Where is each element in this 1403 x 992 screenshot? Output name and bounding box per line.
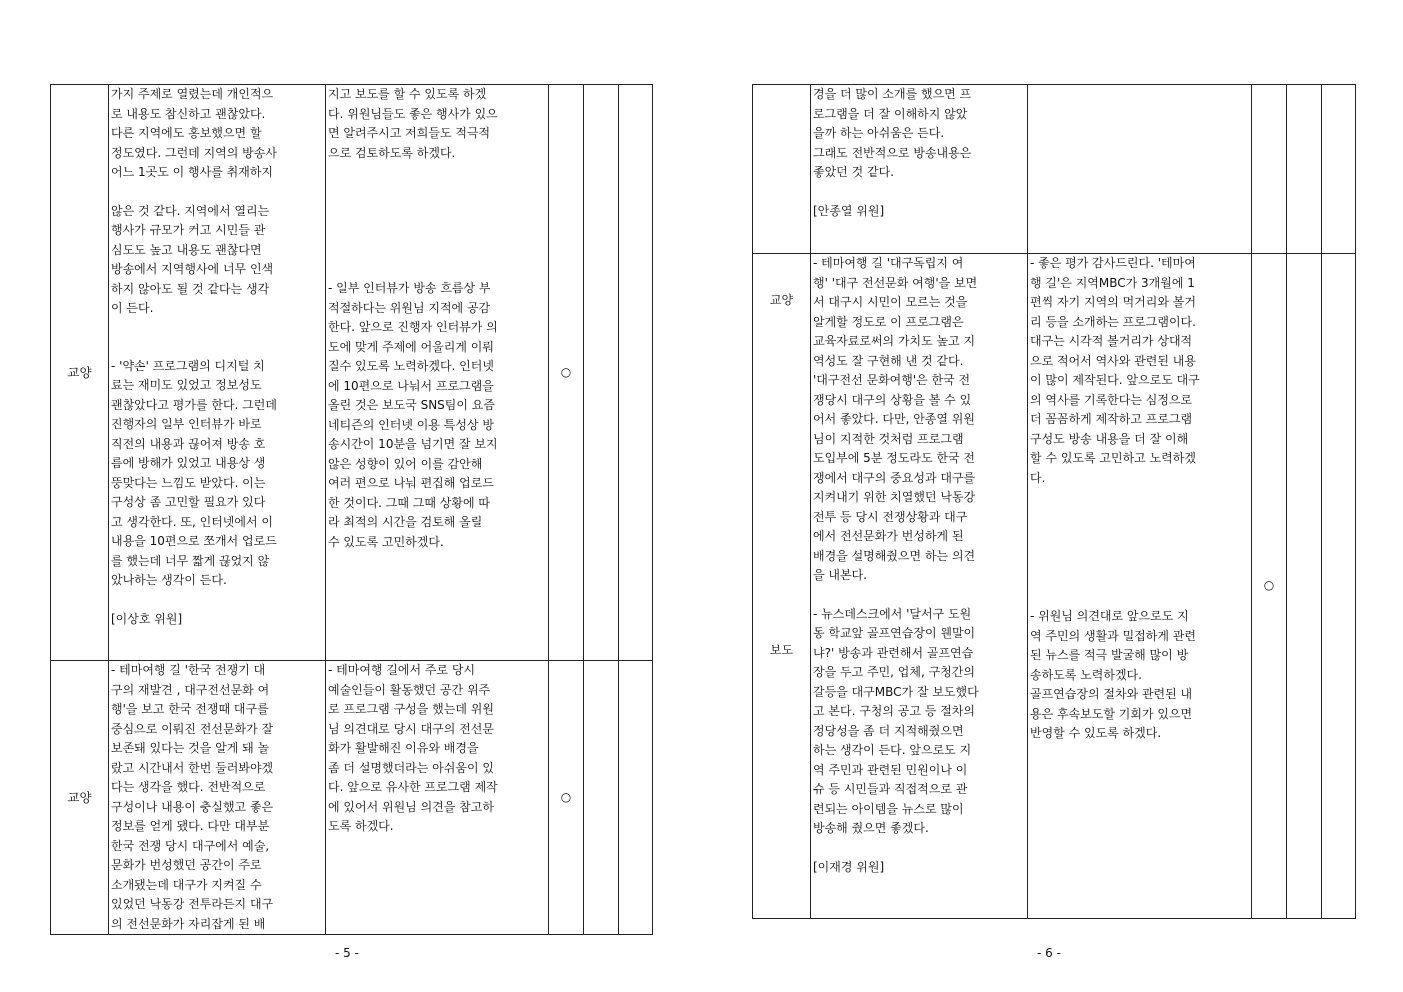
category-cell (753, 85, 811, 254)
opinion-paragraph: - 테마여행 길 '한국 전쟁기 대 구의 재발견 , 대구전선문화 여 행'을 보고 한국 전쟁때 대구를 중심으로 이뤄진 전선문화가 잘 보존돼 있다는 것을 알게 돼 놀 랐고 시간내서 한번 둘러봐야겠 다는 생각을 했다. 전반적으로 구성이나 내용이 충실했고 좋은 정보를 얻게 됐다. 다만 대부분 한국 전쟁 당시 대구에서 예술, 문화가 번성했던 공간이 주로 소개됐는데 대구가 지켜질 수 있었던 낙동강 전투라든지 대구 의 전선문화가 자리잡게 된 배 (111, 663, 274, 931)
empty-cell (584, 661, 619, 935)
empty-cell (1287, 254, 1322, 919)
opinion-paragraph: 가지 주제로 열렸는데 개인적으 로 내용도 참신하고 괜찮았다. 다른 지역에도 홍보했으면 할 정도였다. 그런데 지역의 방송사 어느 1곳도 이 행사를 취재하지 (111, 87, 277, 179)
opinion-paragraph: 그래도 전반적으로 방송내용은 좋았던 것 같다. (813, 145, 972, 179)
response-paragraph: 지고 보도를 할 수 있도록 하겠 다. 위원님들도 좋은 행사가 있으 면 알려주시고 저희들도 적극적 으로 검토하도록 하겠다. (328, 87, 498, 160)
category-cell: 교양 (51, 661, 109, 935)
category-cell: 교양 (51, 85, 109, 661)
empty-cell (1252, 85, 1287, 254)
left-review-table (50, 84, 653, 935)
empty-cell (1322, 85, 1356, 254)
committee-member-name: [이상호 위원] (111, 611, 183, 626)
station-response-cell (1028, 85, 1252, 254)
response-paragraph: 골프연습장의 절차와 관련된 내 용은 후속보도할 기회가 있으면 반영할 수 있도록 하겠다. (1030, 687, 1193, 740)
table-row (753, 85, 1356, 254)
committee-member-name: [안종열 위원] (813, 203, 885, 218)
opinion-paragraph: - '약손' 프로그램의 디지털 치 료는 재미도 있었고 정보성도 괜찮았다고 평가를 한다. 그런데 진행자의 일부 인터뷰가 바로 직전의 내용과 끊어져 방송 호 름에 방해가 있었고 내용상 생 뚱맞다는 느낌도 받았다. 이는 구성상 좀 고민할 필요가 있다 고 생각한다. 또, 인터넷에서 이 내용을 10편으로 쪼개서 업로드 를 했는데 너무 짧게 끊었지 않 았나하는 생각이 든다. (111, 358, 277, 587)
check-mark-cell: ○ (549, 85, 584, 661)
empty-cell (1322, 254, 1356, 919)
table-row (753, 254, 1356, 919)
table-row (51, 661, 653, 935)
page-number: - 5 - (335, 946, 359, 960)
committee-opinion-cell (109, 85, 326, 661)
response-paragraph: - 좋은 평가 감사드린다. '테마여 행 길'은 지역MBC가 3개월에 1 편씩 자기 지역의 먹거리와 볼거 리 등을 소개하는 프로그램이다. 대구는 시각적 볼거리가 상대적 으로 적어서 역사와 관련된 내용 이 많이 제작된다. 앞으로도 대구 의 역사를 기록한다는 심정으로 더 꼼꼼하게 제작하고 프로그램 구성도 방송 내용을 더 잘 이해 할 수 있도록 고민하고 노력하겠 다. (1030, 256, 1200, 485)
category-label-news: 보도 (769, 643, 794, 657)
opinion-paragraph: - 뉴스데스크에서 '달서구 도원 동 학교앞 골프연습장이 웬말이 냐?' 방송과 관련해서 골프연습 장을 두고 주민, 업체, 구청간의 갈등을 대구MBC가 잘 보도했다 고 본다. 구청의 공고 등 절차의 정당성을 좀 더 지적해줬으면 하는 생각이 든다. 앞으로도 지 역 주민과 관련된 민원이나 이 슈 등 시민들과 직접적으로 관 련되는 아이템을 뉴스로 많이 방송해 줬으면 좋겠다. (813, 606, 979, 835)
station-response-cell (1028, 254, 1252, 919)
station-response-cell (326, 661, 549, 935)
committee-opinion-cell (811, 254, 1028, 919)
station-response-cell (326, 85, 549, 661)
committee-opinion-cell (811, 85, 1028, 254)
response-paragraph: - 테마여행 길에서 주로 당시 예술인들이 활동했던 공간 위주 로 프로그램 구성을 했는데 위원 님 의견대로 당시 대구의 전선문 화가 활발해진 이유와 배경을 좀 더 설명했더라는 아쉬움이 있 다. 앞으로 유사한 프로그램 제작 에 있어서 위원님 의견을 참고하 도록 하겠다. (328, 663, 498, 833)
opinion-paragraph: 경을 더 많이 소개를 했으면 프 로그램을 더 잘 이해하지 않았 을까 하는 아쉬움은 든다. (813, 87, 972, 140)
opinion-paragraph: - 테마여행 길 '대구독립지 여 행' '대구 전선문화 여행'을 보면 서 대구시 시민이 모르는 것을 알게할 정도로 이 프로그램은 교육자료로써의 가치도 높고 지 역성도 잘 구현해 낸 것 같다. '대구전선 문화여행'은 한국 전 쟁당시 대구의 상황을 볼 수 있 어서 좋았다. 다만, 안종열 위원 님이 지적한 것처럼 프로그램 도입부에 5분 정도라도 한국 전 쟁에서 대구의 중요성과 대구를 지켜내기 위한 치열했던 낙동강 전투 등 당시 전쟁상황과 대구 에서 전선문화가 번성하게 된 배경을 설명해줬으면 하는 의견 을 내본다. (813, 256, 978, 582)
empty-cell (1287, 85, 1322, 254)
response-paragraph: - 일부 인터뷰가 방송 흐름상 부 적절하다는 위원님 지적에 공감 한다. 앞으로 진행자 인터뷰가 의 도에 맞게 주제에 어울리게 이뤄 질수 있도록 노력하겠다. 인터넷 에 10편으로 나눠서 프로그램을 올린 것은 보도국 SNS팀이 요즘 네티즌의 인터넷 이용 특성상 방 송시간이 10분을 넘기면 잘 보지 않은 성향이 있어 이를 감안해 여러 편으로 나눠 편집해 업로드 한 것이다. 그때 그때 상황에 따 라 최적의 시간을 검토해 올릴 수 있도록 고민하겠다. (328, 281, 498, 549)
empty-cell (584, 85, 619, 661)
committee-opinion-cell (109, 661, 326, 935)
category-cell (753, 254, 811, 919)
empty-cell (619, 661, 653, 935)
empty-cell (619, 85, 653, 661)
committee-member-name: [이재경 위원] (813, 859, 885, 874)
check-mark-cell: ○ (549, 661, 584, 935)
response-paragraph: - 위원님 의견대로 앞으로도 지 역 주민의 생활과 밀접하게 관련 된 뉴스를 적극 발굴해 많이 방 송하도록 노력하겠다. (1030, 609, 1196, 682)
right-review-table (752, 84, 1356, 919)
table-row (51, 85, 653, 661)
opinion-paragraph: 않은 것 같다. 지역에서 열리는 행사가 규모가 커고 시민들 관 심도도 높고 내용도 괜찮다면 방송에서 지역행사에 너무 인색 하지 않아도 될 것 같다는 생각 이 든다. (111, 203, 274, 315)
category-label-culture: 교양 (769, 293, 794, 307)
check-mark-cell: ○ (1252, 254, 1287, 919)
page-number: - 6 - (1037, 946, 1061, 960)
